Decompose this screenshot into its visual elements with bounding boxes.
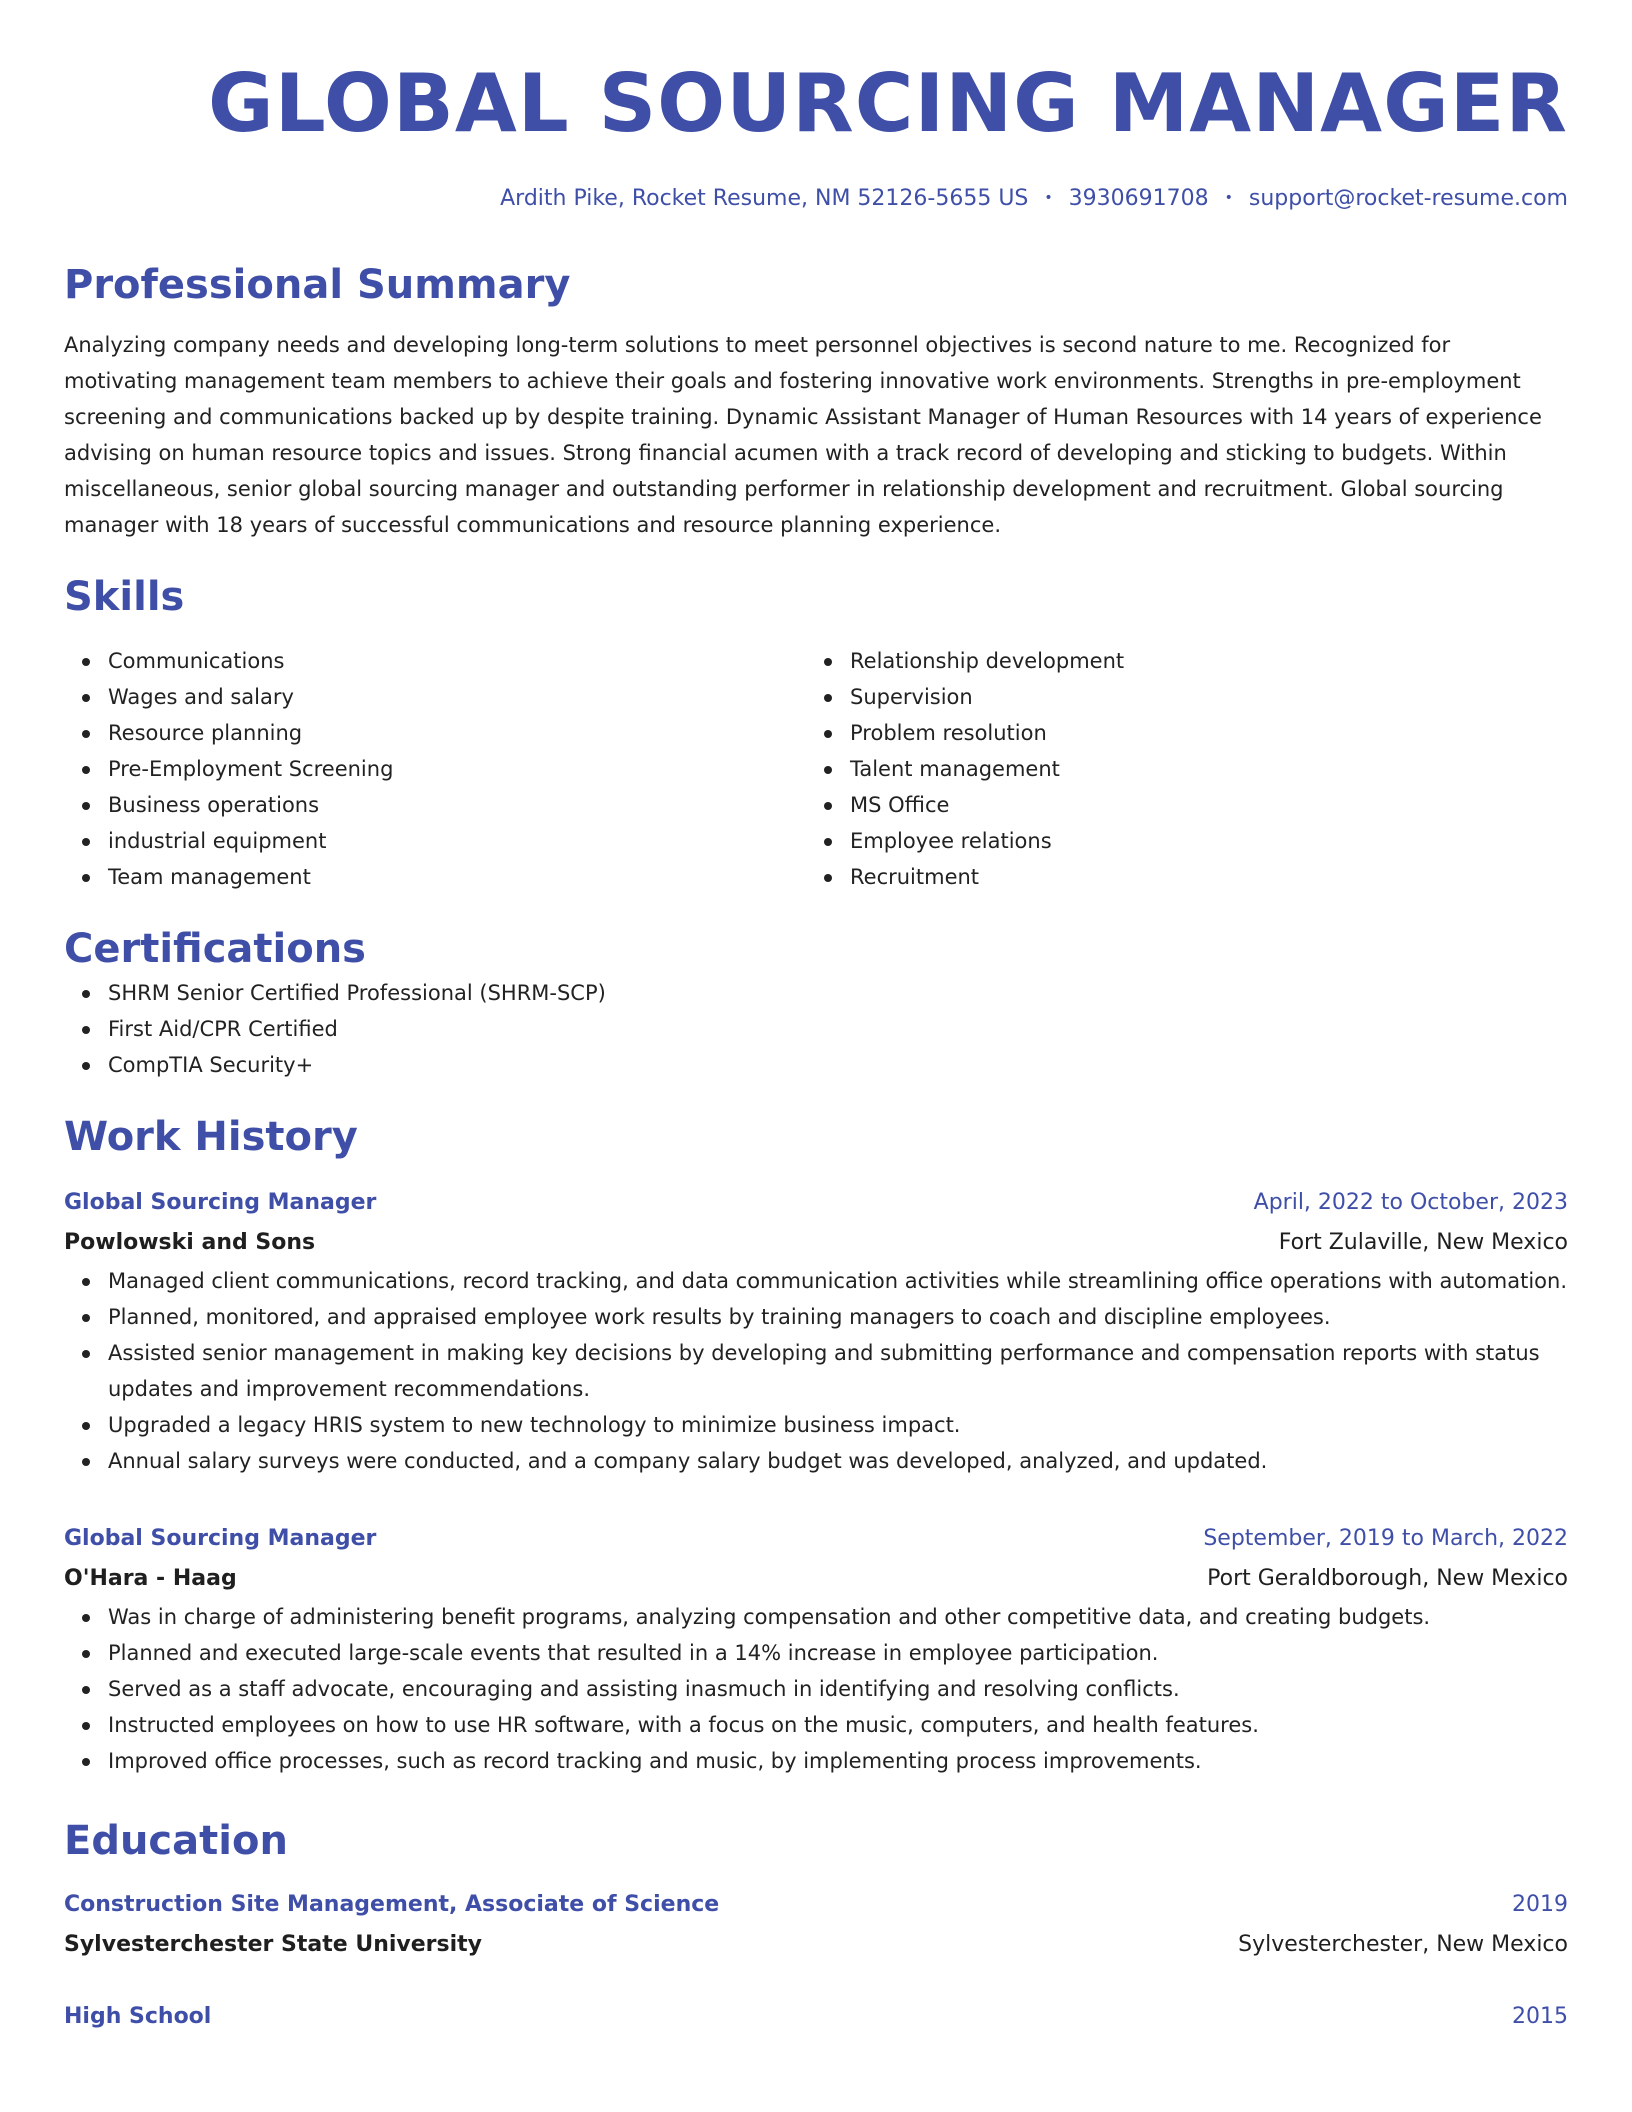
- certification-item: SHRM Senior Certified Professional (SHRM-SCP): [108, 975, 1568, 1011]
- certifications-list: [64, 975, 1568, 1083]
- job-bullet: Annual salary surveys were conducted, and a company salary budget was developed, analyzed, and updated.: [108, 1443, 1568, 1479]
- skill-item: Recruitment: [850, 859, 1548, 895]
- job-bullet: Assisted senior management in making key decisions by developing and submitting performance and compensation reports with status updates and improvement recommendations.: [108, 1335, 1568, 1407]
- separator-dot: •: [1224, 190, 1233, 206]
- job-bullet: Planned and executed large-scale events that resulted in a 14% increase in employee participation.: [108, 1635, 1568, 1671]
- education-header-row: [64, 1997, 1568, 2037]
- education-location: Sylvesterchester, New Mexico: [1238, 1932, 1568, 1957]
- job-header-row: [64, 1519, 1568, 1559]
- skills-grid: [64, 643, 1568, 895]
- job-location: Fort Zulaville, New Mexico: [1278, 1230, 1568, 1255]
- job-header-row: [64, 1183, 1568, 1223]
- job-role: Global Sourcing Manager: [64, 1190, 377, 1215]
- job-dates: September, 2019 to March, 2022: [1203, 1526, 1568, 1551]
- job-company: O'Hara - Haag: [64, 1566, 237, 1591]
- skill-item: Resource planning: [108, 715, 806, 751]
- job-role: Global Sourcing Manager: [64, 1526, 377, 1551]
- education-school-row: [64, 1925, 1568, 1965]
- education-header-row: [64, 1885, 1568, 1925]
- separator-dot: •: [1044, 190, 1053, 206]
- contact-line: [64, 182, 1568, 215]
- resume-page: [64, 0, 1568, 2037]
- certifications-heading: Certifications: [64, 926, 366, 972]
- education-degree: High School: [64, 2004, 212, 2029]
- education-year: 2019: [1512, 1892, 1568, 1917]
- skill-item: Pre-Employment Screening: [108, 751, 806, 787]
- certification-item: First Aid/CPR Certified: [108, 1011, 1568, 1047]
- skill-item: industrial equipment: [108, 823, 806, 859]
- job-bullet: Instructed employees on how to use HR software, with a focus on the music, computers, and health features.: [108, 1707, 1568, 1743]
- summary-text: Analyzing company needs and developing long-term solutions to meet personnel objectives is second nature to me. Recognized for motivating management team members to achieve their goals and fostering innovative work environments. Strengths in pre-employment screening and communications backed up by despite training. Dynamic Assistant Manager of Human Resources with 14 years of experience advising on human resource topics and issues. Strong financial acumen with a track record of developing and sticking to budgets. Within miscellaneous, senior global sourcing manager and outstanding performer in relationship development and recruitment. Global sourcing manager with 18 years of successful communications and resource planning experience.: [64, 333, 1542, 537]
- education-heading: Education: [64, 1818, 288, 1864]
- job-bullet: Served as a staff advocate, encouraging and assisting inasmuch in identifying and resolving conflicts.: [108, 1671, 1568, 1707]
- skills-column-right: [806, 643, 1548, 895]
- job-entry: [64, 1519, 1568, 1779]
- skill-item: MS Office: [850, 787, 1548, 823]
- skills-column-left: [64, 643, 806, 895]
- contact-phone[interactable]: 3930691708: [1068, 186, 1209, 211]
- job-title-heading: GLOBAL SOURCING MANAGER: [208, 57, 1568, 150]
- job-bullet: Was in charge of administering benefit programs, analyzing compensation and other competitive data, and creating budgets.: [108, 1599, 1568, 1635]
- job-bullet: Upgraded a legacy HRIS system to new technology to minimize business impact.: [108, 1407, 1568, 1443]
- skill-item: Supervision: [850, 679, 1548, 715]
- job-company-row: [64, 1559, 1568, 1599]
- summary-heading: Professional Summary: [64, 262, 571, 308]
- skill-item: Problem resolution: [850, 715, 1548, 751]
- skill-item: Communications: [108, 643, 806, 679]
- job-dates: April, 2022 to October, 2023: [1253, 1190, 1568, 1215]
- certification-item: CompTIA Security+: [108, 1047, 1568, 1083]
- job-bullet-list: [64, 1599, 1568, 1779]
- job-entry: [64, 1183, 1568, 1479]
- job-bullet-list: [64, 1263, 1568, 1479]
- skills-list-left: [64, 643, 806, 895]
- education-entry: [64, 1885, 1568, 1965]
- education-entry: [64, 1997, 1568, 2037]
- education-school: Sylvesterchester State University: [64, 1932, 483, 1957]
- job-location: Port Geraldborough, New Mexico: [1207, 1566, 1568, 1591]
- skill-item: Team management: [108, 859, 806, 895]
- job-company: Powlowski and Sons: [64, 1230, 316, 1255]
- skills-heading: Skills: [64, 574, 185, 620]
- work-history-heading: Work History: [64, 1114, 358, 1160]
- job-bullet: Improved office processes, such as record tracking and music, by implementing process improvements.: [108, 1743, 1568, 1779]
- skill-item: Wages and salary: [108, 679, 806, 715]
- job-bullet: Managed client communications, record tracking, and data communication activities while streamlining office operations with automation.: [108, 1263, 1568, 1299]
- resume-header: [64, 0, 1568, 215]
- skill-item: Talent management: [850, 751, 1548, 787]
- skill-item: Relationship development: [850, 643, 1548, 679]
- skill-item: Employee relations: [850, 823, 1548, 859]
- skill-item: Business operations: [108, 787, 806, 823]
- education-year: 2015: [1512, 2004, 1568, 2029]
- contact-address: Ardith Pike, Rocket Resume, NM 52126-5655 US: [500, 186, 1029, 211]
- job-company-row: [64, 1223, 1568, 1263]
- contact-email[interactable]: support@rocket-resume.com: [1248, 186, 1568, 211]
- education-degree: Construction Site Management, Associate of Science: [64, 1892, 720, 1917]
- job-bullet: Planned, monitored, and appraised employee work results by training managers to coach and discipline employees.: [108, 1299, 1568, 1335]
- skills-list-right: [806, 643, 1548, 895]
